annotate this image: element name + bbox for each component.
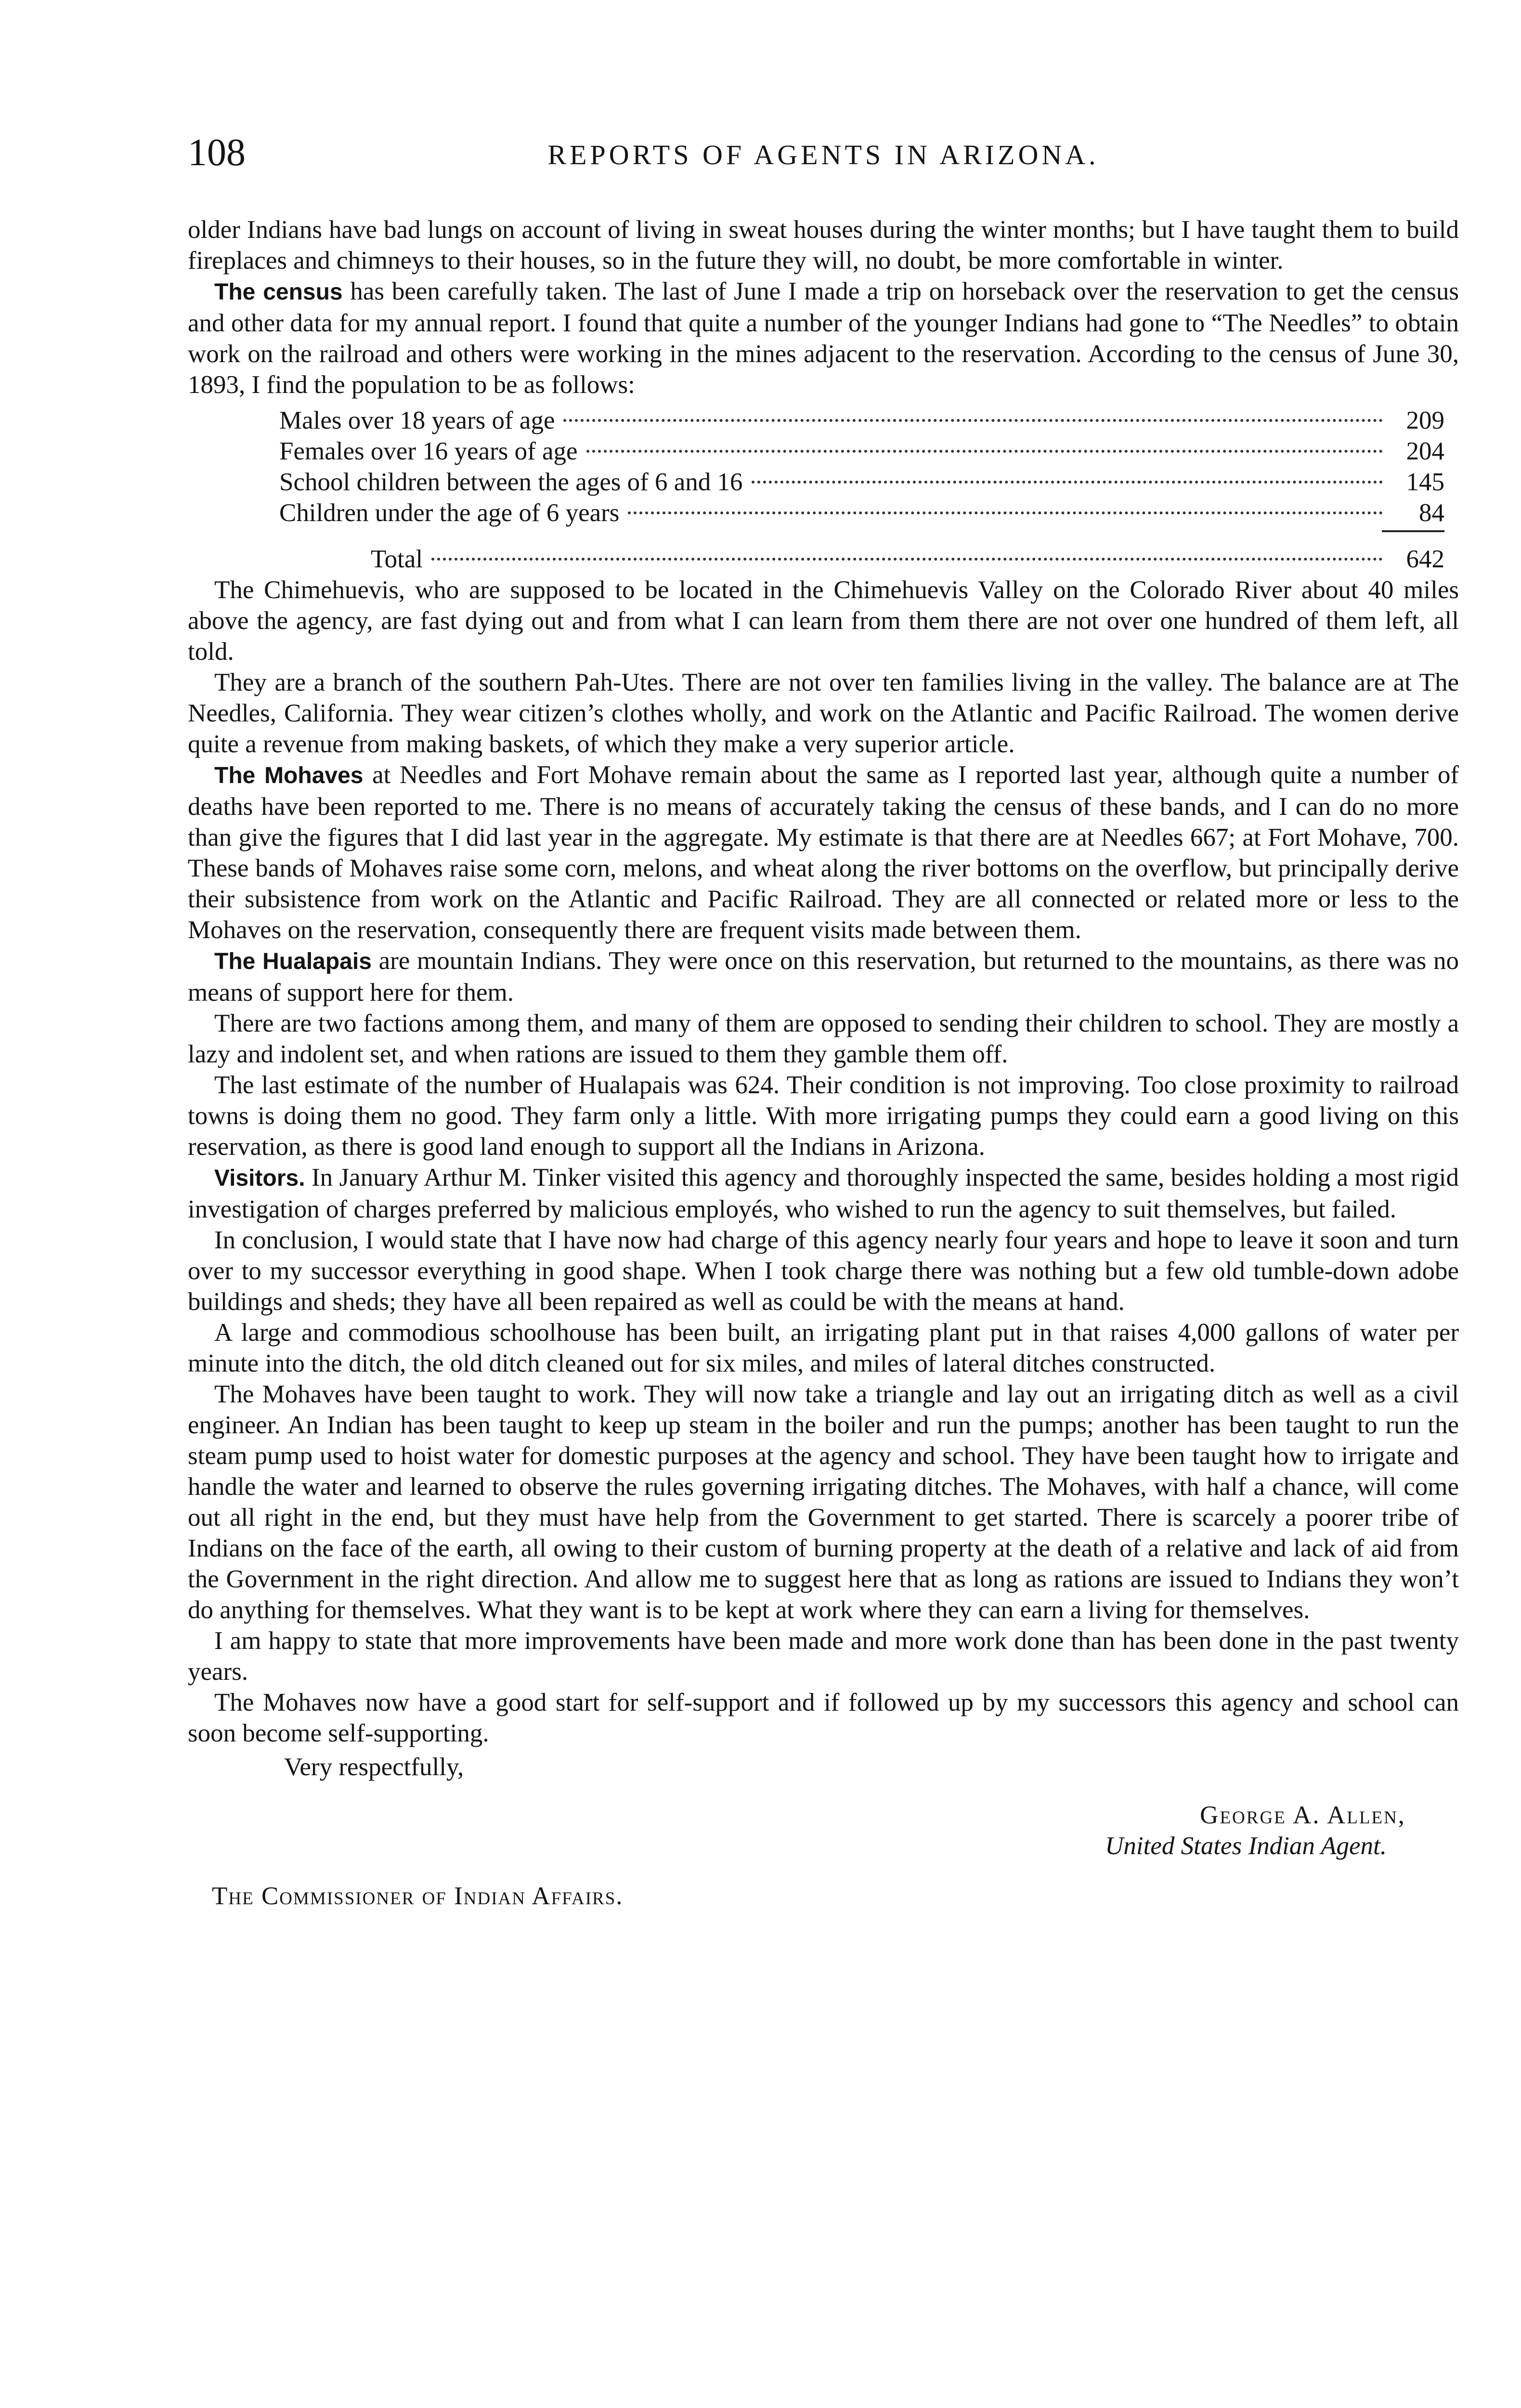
- salutation: Very respectfully,: [284, 1753, 464, 1781]
- census-row: [279, 467, 1444, 497]
- paragraph: The Chimehuevis, who are supposed to be located in the Chimehuevis Valley on the Colorado River about 40 miles above the agency, are fast dying out and from what I can learn from them there are not over one hundred of them left, all told.: [188, 576, 1459, 666]
- signer-name: George A. Allen,: [1200, 1801, 1406, 1829]
- closing-block: [188, 1752, 1459, 1911]
- paragraph-lead: Visitors.: [214, 1165, 305, 1191]
- paragraph-text: In January Arthur M. Tinker visited this agency and thoroughly inspected the same, besides holding a most rigid investigation of charges preferred by malicious employés, who wished to run the agency to suit themselves, but failed.: [188, 1164, 1459, 1223]
- census-row-value: 84: [1419, 499, 1444, 527]
- paragraph: The Mohaves have been taught to work. They will now take a triangle and lay out an irrigating ditch as well as a civil engineer. An Indian has been taught to keep up steam in the boiler and run the pumps; another has been taught to run the steam pump used to hoist water for domestic purposes at the agency and school. They have been taught how to irrigate and handle the water and learned to observe the rules governing irrigating ditches. The Mohaves, with half a chance, will come out all right in the end, but they must have help from the Government to get started. There is scarcely a poorer tribe of Indians on the face of the earth, all owing to their custom of burning property at the death of a relative and lack of aid from the Government in the right direction. And allow me to suggest here that as long as rations are issued to Indians they won’t do anything for themselves. What they want is to be kept at work where they can earn a living for themselves.: [188, 1380, 1459, 1624]
- census-row-value: 209: [1406, 406, 1444, 434]
- census-table: [279, 405, 1444, 575]
- dot-leader: [628, 511, 1383, 514]
- sum-rule: [1382, 530, 1444, 532]
- paragraph: The Mohaves now have a good start for self-support and if followed up by my successors this agency and school can soon become self-supporting.: [188, 1688, 1459, 1747]
- paragraph-visitors: [188, 1162, 1459, 1225]
- paragraph: They are a branch of the southern Pah-Utes. There are not over ten families living in the valley. The balance are at The Needles, California. They wear citizen’s clothes wholly, and work on the Atlantic and Pacific Railroad. The women derive quite a revenue from making baskets, of which they make a very superior article.: [188, 668, 1459, 758]
- dot-leader: [431, 558, 1383, 561]
- signer-title: United States Indian Agent.: [1105, 1832, 1387, 1860]
- census-row: [279, 497, 1444, 528]
- paragraph: In conclusion, I would state that I have now had charge of this agency nearly four years and hope to leave it soon and turn over to my successor everything in good shape. When I took charge there was nothing but a few old tumble-down adobe buildings and sheds; they have all been repaired as well as could be with the means at hand.: [188, 1226, 1459, 1316]
- paragraph: I am happy to state that more improvements have been made and more work done than has been done in the past twenty years.: [188, 1627, 1459, 1686]
- paragraph-text: has been carefully taken. The last of June I made a trip on horseback over the reservation to get the census and other data for my annual report. I found that quite a number of the younger Indians had gone to “The Needles” to obtain work on the railroad and others were working in the mines adjacent to the reservation. According to the census of June 30, 1893, I find the population to be as follows:: [188, 277, 1459, 399]
- census-row: [279, 436, 1444, 467]
- signature-block: [188, 1800, 1459, 1861]
- paragraph-text: are mountain Indians. They were once on this reservation, but returned to the mountains, as there was no means of support here for them.: [188, 947, 1459, 1007]
- paragraph: There are two factions among them, and many of them are opposed to sending their children to school. They are mostly a lazy and indolent set, and when rations are issued to them they gamble them off.: [188, 1009, 1459, 1068]
- dot-leader: [586, 450, 1383, 453]
- report-body: [188, 214, 1459, 1911]
- census-row-value: 145: [1406, 468, 1444, 496]
- paragraph: A large and commodious schoolhouse has been built, an irrigating plant put in that raises 4,000 gallons of water per minute into the ditch, the old ditch cleaned out for six miles, and miles of lateral ditches constructed.: [188, 1319, 1459, 1377]
- census-row-label: School children between the ages of 6 and 16: [279, 468, 743, 496]
- census-row-label: Males over 18 years of age: [279, 406, 555, 434]
- addressee: The Commissioner of Indian Affairs.: [212, 1882, 624, 1910]
- paragraph-lead: The Hualapais: [214, 949, 372, 974]
- paragraph-hualapais: [188, 945, 1459, 1008]
- census-row-value: 204: [1406, 437, 1444, 465]
- dot-leader: [563, 419, 1383, 422]
- paragraph-lead: The Mohaves: [214, 763, 364, 788]
- census-total-value: 642: [1406, 545, 1444, 573]
- page-number: 108: [188, 131, 246, 174]
- dot-leader: [752, 481, 1383, 484]
- paragraph: The last estimate of the number of Hualapais was 624. Their condition is not improving. Too close proximity to railroad towns is doing them no good. They farm only a little. With more irrigating pumps they could earn a good living on this reservation, as there is good land enough to support all the Indians in Arizona.: [188, 1071, 1459, 1161]
- census-row: [279, 405, 1444, 436]
- census-total-label: Total: [371, 545, 423, 573]
- running-title: REPORTS OF AGENTS IN ARIZONA.: [547, 139, 1099, 170]
- census-row-label: Females over 16 years of age: [279, 437, 578, 465]
- census-total-row: [279, 544, 1444, 575]
- paragraph-census: [188, 276, 1459, 400]
- census-row-label: Children under the age of 6 years: [279, 499, 620, 527]
- page-header: [188, 126, 1459, 179]
- paragraph: older Indians have bad lungs on account of living in sweat houses during the winter months; but I have taught them to build fireplaces and chimneys to their houses, so in the future they will, no doubt, be more comfortable in winter.: [188, 216, 1459, 275]
- paragraph-lead: The census: [214, 279, 343, 305]
- paragraph-mohaves: [188, 759, 1459, 945]
- paragraph-text: at Needles and Fort Mohave remain about the same as I reported last year, although quite a number of deaths have been reported to me. There is no means of accurately taking the census of these bands, and I can do no more than give the figures that I did last year in the aggregate. My estimate is that there are at Needles 667; at Fort Mohave, 700. These bands of Mohaves raise some corn, melons, and wheat along the river bottoms on the overflow, but principally derive their subsistence from work on the Atlantic and Pacific Railroad. They are all connected or related more or less to the Mohaves on the reservation, consequently there are frequent visits made between them.: [188, 761, 1459, 944]
